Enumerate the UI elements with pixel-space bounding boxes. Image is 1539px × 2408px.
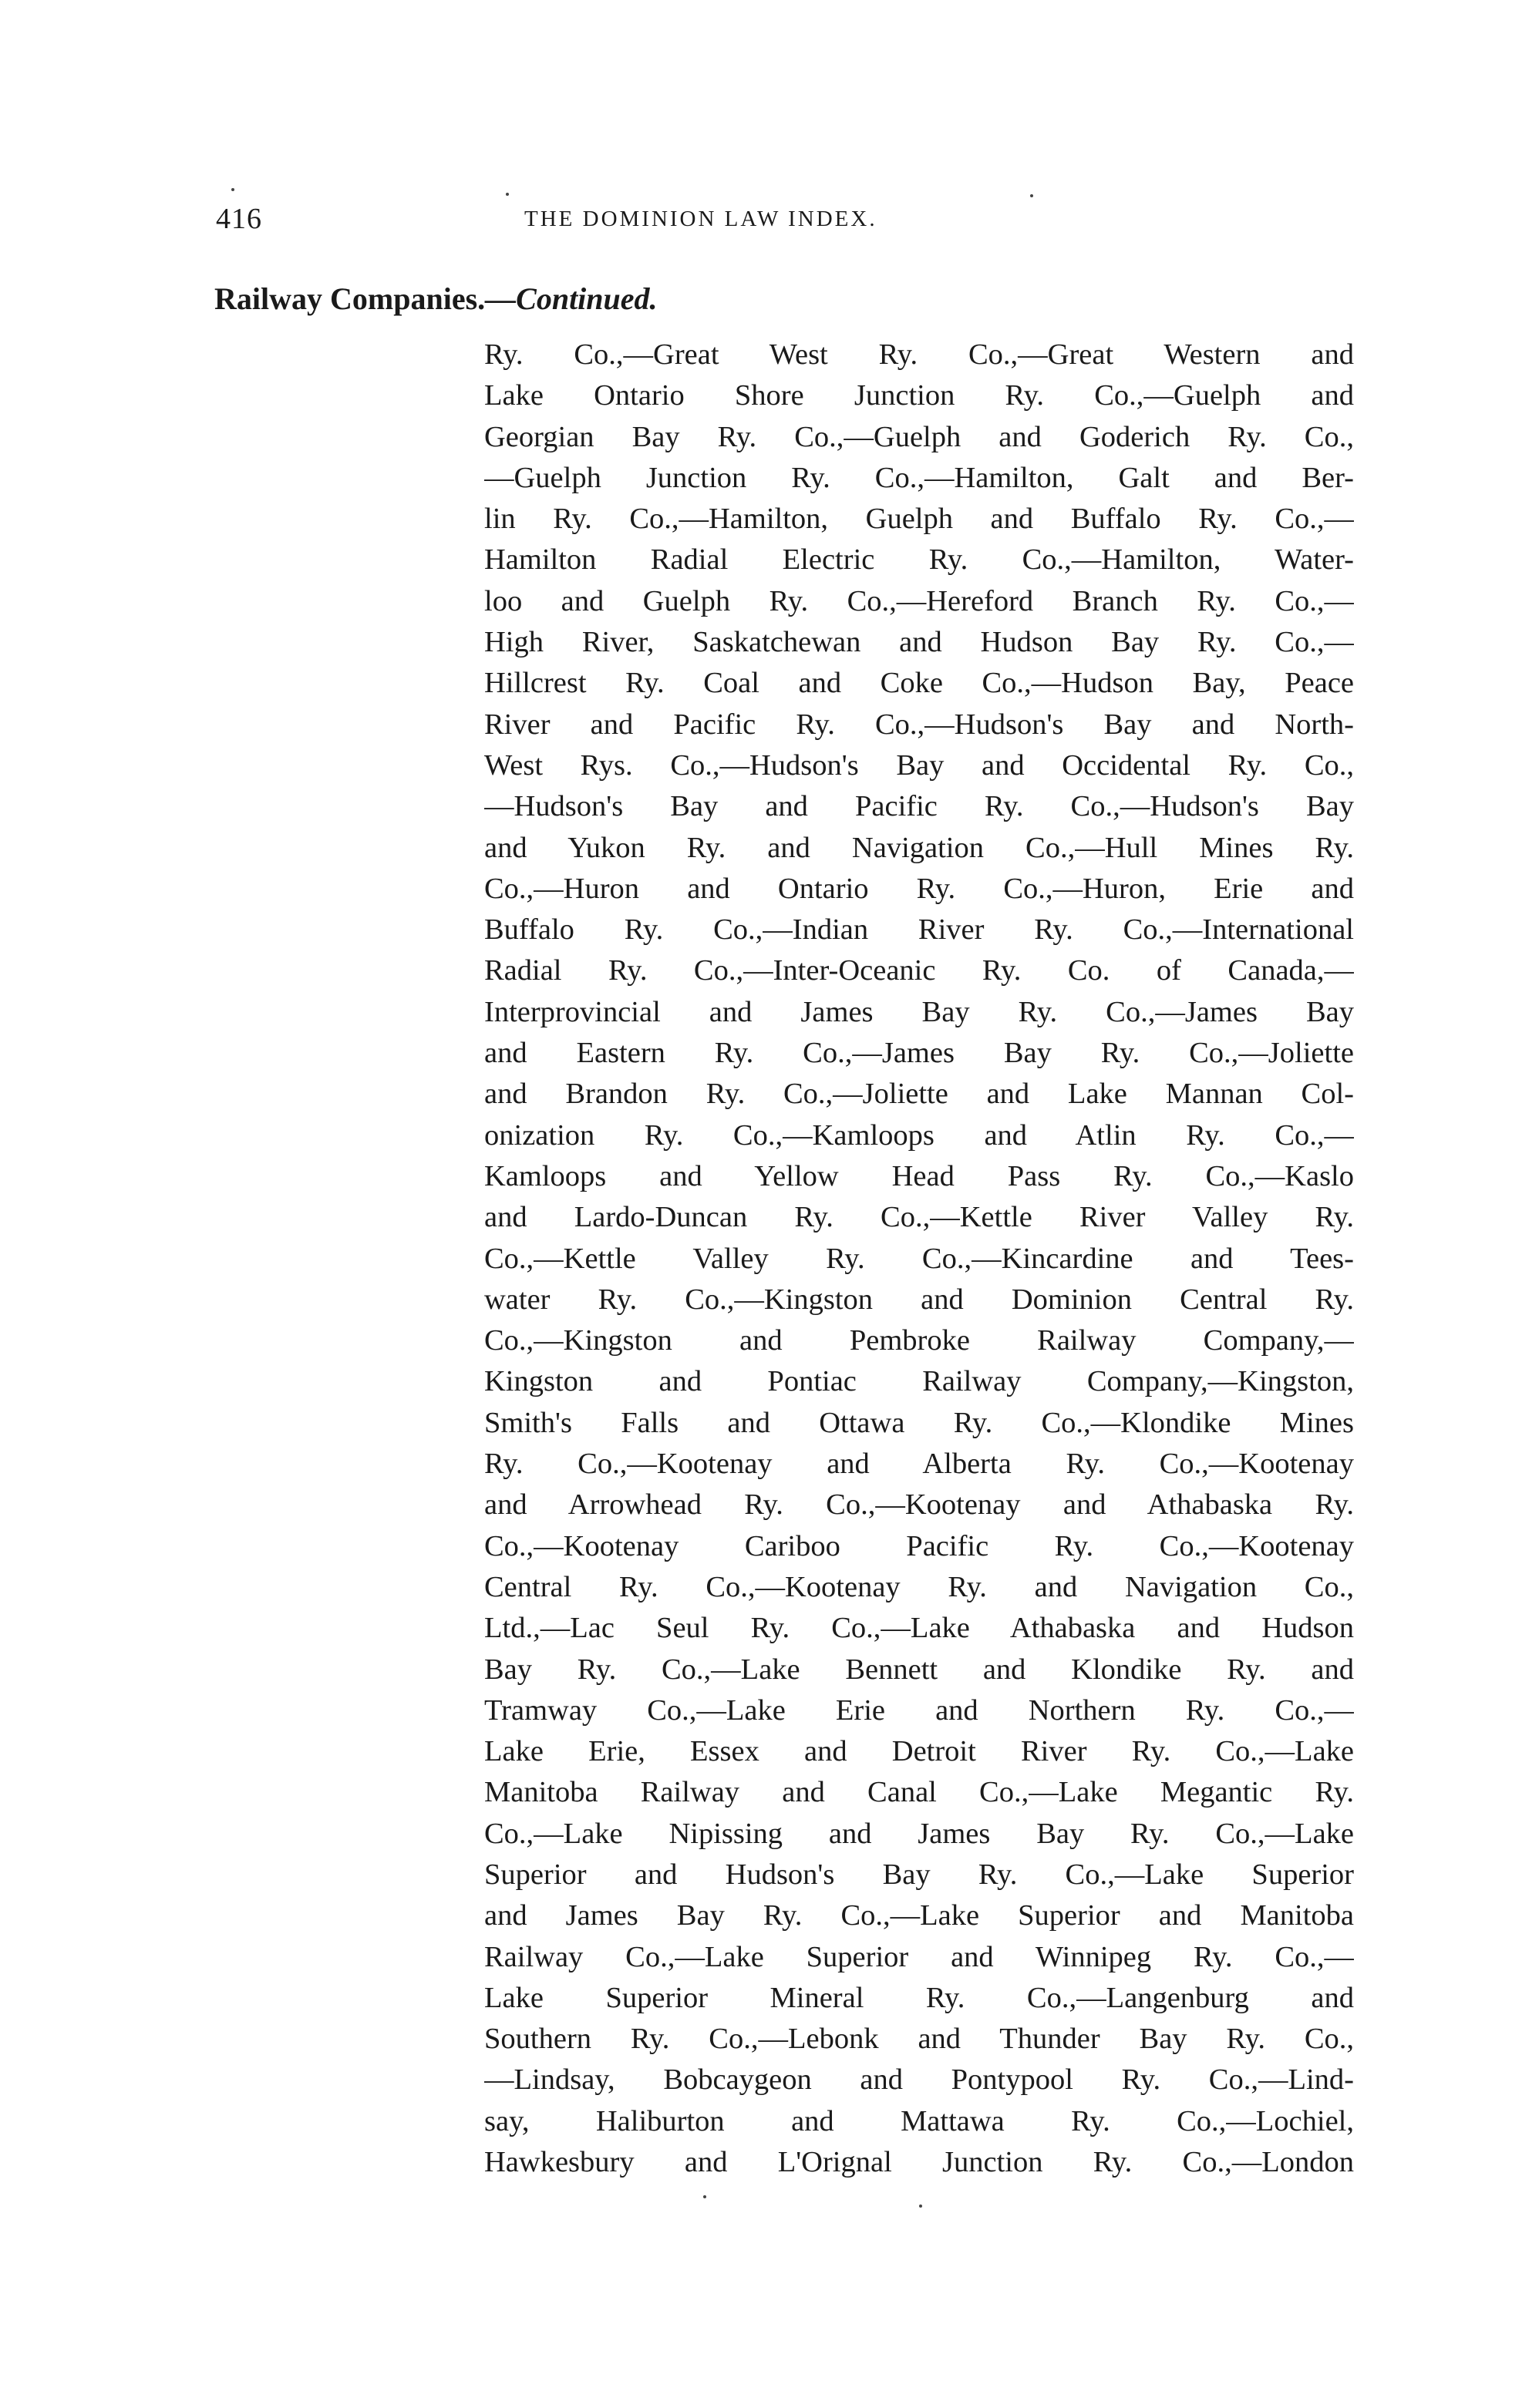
text-line: —Lindsay, Bobcaygeon and Pontypool Ry. Co.,—Lind-: [484, 2063, 1354, 2097]
text-line: Lake Erie, Essex and Detroit River Ry. Co.,—Lake: [484, 1735, 1354, 1768]
section-heading: [214, 281, 658, 317]
text-line: lin Ry. Co.,—Hamilton, Guelph and Buffalo Ry. Co.,—: [484, 503, 1354, 536]
page-number: 416: [216, 203, 262, 235]
print-speck: [506, 193, 509, 196]
text-line: and Brandon Ry. Co.,—Joliette and Lake Mannan Col-: [484, 1078, 1354, 1111]
continued-label: —Continued.: [485, 281, 658, 316]
text-line: Southern Ry. Co.,—Lebonk and Thunder Bay Ry. Co.,: [484, 2023, 1354, 2056]
text-line: Co.,—Kingston and Pembroke Railway Company,—: [484, 1324, 1354, 1357]
text-line: Kingston and Pontiac Railway Company,—Kingston,: [484, 1365, 1354, 1398]
text-line: and James Bay Ry. Co.,—Lake Superior and Manitoba: [484, 1899, 1354, 1932]
text-line: Ltd.,—Lac Seul Ry. Co.,—Lake Athabaska and Hudson: [484, 1612, 1354, 1645]
text-line: Co.,—Huron and Ontario Ry. Co.,—Huron, Erie and: [484, 872, 1354, 905]
text-line: Buffalo Ry. Co.,—Indian River Ry. Co.,—International: [484, 913, 1354, 947]
text-line: High River, Saskatchewan and Hudson Bay Ry. Co.,—: [484, 626, 1354, 659]
print-speck: [703, 2195, 706, 2198]
text-line: Central Ry. Co.,—Kootenay Ry. and Navigation Co.,: [484, 1570, 1354, 1603]
text-line: Hillcrest Ry. Coal and Coke Co.,—Hudson Bay, Peace: [484, 667, 1354, 700]
print-speck: [919, 2205, 922, 2208]
text-line: Manitoba Railway and Canal Co.,—Lake Megantic Ry.: [484, 1776, 1354, 1809]
text-line: Ry. Co.,—Kootenay and Alberta Ry. Co.,—Kootenay: [484, 1448, 1354, 1481]
text-line: Railway Co.,—Lake Superior and Winnipeg Ry. Co.,—: [484, 1940, 1354, 1973]
index-entry-text: [484, 335, 1354, 2183]
text-line: Co.,—Kootenay Cariboo Pacific Ry. Co.,—Kootenay: [484, 1529, 1354, 1562]
text-line: onization Ry. Co.,—Kamloops and Atlin Ry. Co.,—: [484, 1118, 1354, 1152]
text-line: and Yukon Ry. and Navigation Co.,—Hull Mines Ry.: [484, 831, 1354, 864]
text-line: Interprovincial and James Bay Ry. Co.,—James Bay: [484, 995, 1354, 1028]
text-line: say, Haliburton and Mattawa Ry. Co.,—Lochiel,: [484, 2104, 1354, 2137]
text-line: and Eastern Ry. Co.,—James Bay Ry. Co.,—Joliette: [484, 1037, 1354, 1070]
text-line: Co.,—Kettle Valley Ry. Co.,—Kincardine and Tees-: [484, 1242, 1354, 1275]
text-line: and Lardo-Duncan Ry. Co.,—Kettle River Valley Ry.: [484, 1201, 1354, 1234]
text-line: Georgian Bay Ry. Co.,—Guelph and Goderich Ry. Co.,: [484, 420, 1354, 453]
text-line: Hawkesbury and L'Orignal Junction Ry. Co.,—London: [484, 2146, 1354, 2179]
text-line: water Ry. Co.,—Kingston and Dominion Central Ry.: [484, 1283, 1354, 1316]
text-line: Lake Superior Mineral Ry. Co.,—Langenburg and: [484, 1981, 1354, 2014]
running-head: THE DOMINION LAW INDEX.: [524, 207, 877, 231]
text-line: Kamloops and Yellow Head Pass Ry. Co.,—Kaslo: [484, 1159, 1354, 1192]
text-line: loo and Guelph Ry. Co.,—Hereford Branch Ry. Co.,—: [484, 584, 1354, 617]
text-line: Smith's Falls and Ottawa Ry. Co.,—Klondike Mines: [484, 1406, 1354, 1439]
text-line: Hamilton Radial Electric Ry. Co.,—Hamilton, Water-: [484, 543, 1354, 577]
text-line: and Arrowhead Ry. Co.,—Kootenay and Athabaska Ry.: [484, 1488, 1354, 1522]
text-line: Superior and Hudson's Bay Ry. Co.,—Lake Superior: [484, 1858, 1354, 1891]
print-speck: [1030, 194, 1033, 197]
text-line: River and Pacific Ry. Co.,—Hudson's Bay and North-: [484, 708, 1354, 741]
text-line: Tramway Co.,—Lake Erie and Northern Ry. Co.,—: [484, 1693, 1354, 1727]
text-line: —Hudson's Bay and Pacific Ry. Co.,—Hudson's Bay: [484, 790, 1354, 823]
text-line: —Guelph Junction Ry. Co.,—Hamilton, Galt and Ber-: [484, 461, 1354, 494]
text-line: Radial Ry. Co.,—Inter-Oceanic Ry. Co. of Canada,—: [484, 954, 1354, 987]
print-speck: [231, 188, 234, 191]
section-title: Railway Companies.: [214, 281, 486, 316]
text-line: Lake Ontario Shore Junction Ry. Co.,—Guelph and: [484, 379, 1354, 412]
text-line: Bay Ry. Co.,—Lake Bennett and Klondike Ry. and: [484, 1653, 1354, 1686]
text-line: Co.,—Lake Nipissing and James Bay Ry. Co.,—Lake: [484, 1817, 1354, 1850]
text-line: West Rys. Co.,—Hudson's Bay and Occidental Ry. Co.,: [484, 748, 1354, 782]
text-line: Ry. Co.,—Great West Ry. Co.,—Great Western and: [484, 338, 1354, 371]
